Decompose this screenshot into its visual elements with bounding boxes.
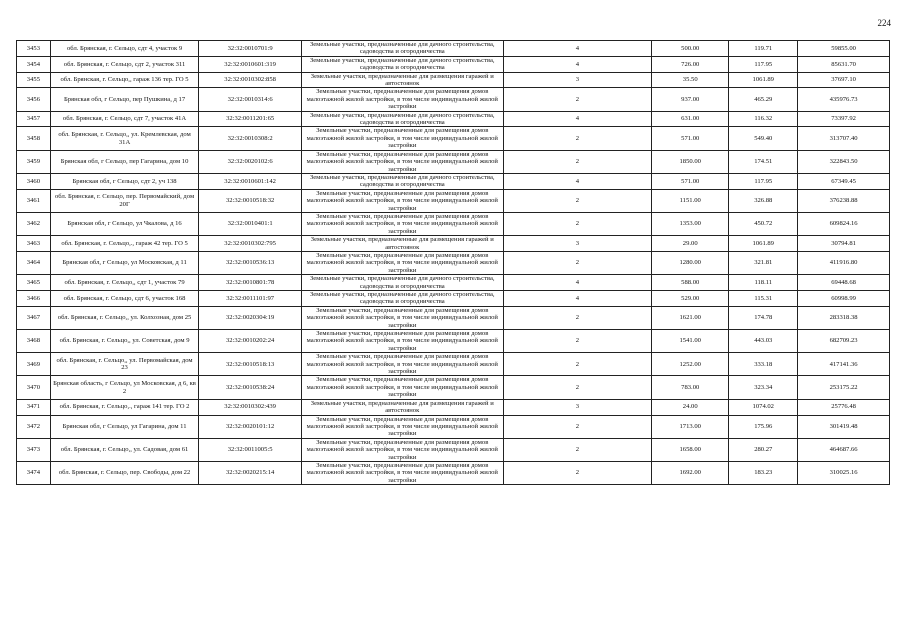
cadastral-number-cell: 32:32:0010308:2 bbox=[199, 127, 302, 150]
area-cell: 1541.00 bbox=[652, 330, 729, 353]
land-use-cell: Земельные участки, предназначенные для размещения гаражей и автостоянок bbox=[301, 72, 503, 88]
group-cell: 2 bbox=[503, 376, 652, 399]
specific-value-cell: 326.88 bbox=[729, 189, 798, 212]
area-cell: 35.50 bbox=[652, 72, 729, 88]
area-cell: 631.00 bbox=[652, 111, 729, 127]
row-number-cell: 3462 bbox=[17, 212, 51, 235]
row-number-cell: 3461 bbox=[17, 189, 51, 212]
land-use-cell: Земельные участки, предназначенные для дачного строительства, садоводства и огородничества bbox=[301, 56, 503, 72]
row-number-cell: 3458 bbox=[17, 127, 51, 150]
group-cell: 4 bbox=[503, 41, 652, 57]
group-cell: 2 bbox=[503, 88, 652, 111]
group-cell: 4 bbox=[503, 111, 652, 127]
group-cell: 2 bbox=[503, 415, 652, 438]
area-cell: 29.00 bbox=[652, 236, 729, 252]
cadastral-value-cell: 411916.80 bbox=[798, 251, 890, 274]
address-cell: Брянская обл, г Сельцо, сдт 2, уч 138 bbox=[50, 173, 199, 189]
table-row bbox=[17, 330, 890, 353]
address-cell: обл. Брянская, г. Сельцо,, ул. Колхозная, дом 25 bbox=[50, 306, 199, 329]
cadastral-value-cell: 30794.81 bbox=[798, 236, 890, 252]
cadastral-value-cell: 67349.45 bbox=[798, 173, 890, 189]
specific-value-cell: 117.95 bbox=[729, 173, 798, 189]
address-cell: обл. Брянская, г. Сельцо,, ул. Кремлевская, дом 31А bbox=[50, 127, 199, 150]
cadastral-number-cell: 32:32:0010536:13 bbox=[199, 251, 302, 274]
group-cell: 2 bbox=[503, 353, 652, 376]
row-number-cell: 3474 bbox=[17, 461, 51, 484]
cadastral-value-cell: 85631.70 bbox=[798, 56, 890, 72]
specific-value-cell: 118.11 bbox=[729, 275, 798, 291]
row-number-cell: 3469 bbox=[17, 353, 51, 376]
area-cell: 1151.00 bbox=[652, 189, 729, 212]
cadastral-value-cell: 73397.92 bbox=[798, 111, 890, 127]
cadastral-number-cell: 32:32:0020304:19 bbox=[199, 306, 302, 329]
address-cell: обл. Брянская, г. Сельцо,, ул. Советская, дом 9 bbox=[50, 330, 199, 353]
land-use-cell: Земельные участки, предназначенные для дачного строительства, садоводства и огородничества bbox=[301, 275, 503, 291]
specific-value-cell: 117.95 bbox=[729, 56, 798, 72]
row-number-cell: 3473 bbox=[17, 438, 51, 461]
address-cell: обл. Брянская, г. Сельцо, сдт 4, участок 9 bbox=[50, 41, 199, 57]
cadastral-number-cell: 32:32:0011101:97 bbox=[199, 291, 302, 307]
cadastral-number-cell: 32:32:0010314:6 bbox=[199, 88, 302, 111]
area-cell: 1692.00 bbox=[652, 461, 729, 484]
cadastral-value-cell: 313707.40 bbox=[798, 127, 890, 150]
table-row bbox=[17, 461, 890, 484]
cadastral-value-cell: 435976.73 bbox=[798, 88, 890, 111]
row-number-cell: 3454 bbox=[17, 56, 51, 72]
cadastral-value-cell: 301419.48 bbox=[798, 415, 890, 438]
row-number-cell: 3459 bbox=[17, 150, 51, 173]
row-number-cell: 3466 bbox=[17, 291, 51, 307]
cadastral-value-cell: 37697.10 bbox=[798, 72, 890, 88]
table-row bbox=[17, 438, 890, 461]
area-cell: 1850.00 bbox=[652, 150, 729, 173]
table-row bbox=[17, 275, 890, 291]
table-row bbox=[17, 88, 890, 111]
row-number-cell: 3456 bbox=[17, 88, 51, 111]
cadastral-number-cell: 32:32:0010601:142 bbox=[199, 173, 302, 189]
group-cell: 2 bbox=[503, 127, 652, 150]
specific-value-cell: 321.81 bbox=[729, 251, 798, 274]
specific-value-cell: 280.27 bbox=[729, 438, 798, 461]
address-cell: обл. Брянская, г. Сельцо, сдт 7, участок 41А bbox=[50, 111, 199, 127]
cadastral-number-cell: 32:32:0010302:795 bbox=[199, 236, 302, 252]
land-use-cell: Земельные участки, предназначенные для размещения домов малоэтажной жилой застройки, в том числе индивидуальной жилой застройки bbox=[301, 189, 503, 212]
group-cell: 3 bbox=[503, 236, 652, 252]
group-cell: 4 bbox=[503, 275, 652, 291]
address-cell: обл. Брянская, г. Сельцо,, гараж 136 тер. ГО 5 bbox=[50, 72, 199, 88]
address-cell: обл. Брянская, г. Сельцо,., гараж 42 тер. ГО 5 bbox=[50, 236, 199, 252]
table-row bbox=[17, 415, 890, 438]
specific-value-cell: 450.72 bbox=[729, 212, 798, 235]
area-cell: 571.00 bbox=[652, 173, 729, 189]
address-cell: обл. Брянская, г. Сельцо,., гараж 141 тер. ГО 2 bbox=[50, 399, 199, 415]
specific-value-cell: 175.96 bbox=[729, 415, 798, 438]
table-row bbox=[17, 127, 890, 150]
table-row bbox=[17, 399, 890, 415]
table-row bbox=[17, 376, 890, 399]
group-cell: 2 bbox=[503, 306, 652, 329]
address-cell: обл. Брянская, г. Сельцо, пер. Первомайский, дом 20Г bbox=[50, 189, 199, 212]
land-use-cell: Земельные участки, предназначенные для размещения домов малоэтажной жилой застройки, в том числе индивидуальной жилой застройки bbox=[301, 306, 503, 329]
group-cell: 3 bbox=[503, 72, 652, 88]
cadastral-value-cell: 59855.00 bbox=[798, 41, 890, 57]
land-use-cell: Земельные участки, предназначенные для размещения домов малоэтажной жилой застройки, в том числе индивидуальной жилой застройки bbox=[301, 376, 503, 399]
area-cell: 937.00 bbox=[652, 88, 729, 111]
cadastral-number-cell: 32:32:0010518:13 bbox=[199, 353, 302, 376]
cadastral-number-cell: 32:32:0010401:1 bbox=[199, 212, 302, 235]
table-row bbox=[17, 41, 890, 57]
table-body bbox=[17, 41, 890, 485]
group-cell: 2 bbox=[503, 251, 652, 274]
row-number-cell: 3457 bbox=[17, 111, 51, 127]
cadastral-number-cell: 32:32:0010302:858 bbox=[199, 72, 302, 88]
cadastral-value-cell: 417141.36 bbox=[798, 353, 890, 376]
row-number-cell: 3465 bbox=[17, 275, 51, 291]
specific-value-cell: 174.78 bbox=[729, 306, 798, 329]
cadastral-number-cell: 32:32:0010302:439 bbox=[199, 399, 302, 415]
cadastral-value-cell: 322843.50 bbox=[798, 150, 890, 173]
row-number-cell: 3464 bbox=[17, 251, 51, 274]
cadastral-number-cell: 32:32:0011201:65 bbox=[199, 111, 302, 127]
row-number-cell: 3460 bbox=[17, 173, 51, 189]
row-number-cell: 3453 bbox=[17, 41, 51, 57]
land-use-cell: Земельные участки, предназначенные для размещения домов малоэтажной жилой застройки, в том числе индивидуальной жилой застройки bbox=[301, 415, 503, 438]
address-cell: Брянская обл, г Сельцо, ул Гагарина, дом 11 bbox=[50, 415, 199, 438]
land-use-cell: Земельные участки, предназначенные для дачного строительства, садоводства и огородничества bbox=[301, 41, 503, 57]
cadastral-number-cell: 32:32:0011005:5 bbox=[199, 438, 302, 461]
cadastral-number-cell: 32:32:0010601:319 bbox=[199, 56, 302, 72]
land-use-cell: Земельные участки, предназначенные для размещения домов малоэтажной жилой застройки, в том числе индивидуальной жилой застройки bbox=[301, 461, 503, 484]
area-cell: 24.00 bbox=[652, 399, 729, 415]
specific-value-cell: 183.23 bbox=[729, 461, 798, 484]
group-cell: 4 bbox=[503, 173, 652, 189]
cadastral-value-cell: 682709.23 bbox=[798, 330, 890, 353]
specific-value-cell: 116.32 bbox=[729, 111, 798, 127]
cadastral-number-cell: 32:32:0010518:32 bbox=[199, 189, 302, 212]
address-cell: обл. Брянская, г. Сельцо,, ул. Садовая, дом 61 bbox=[50, 438, 199, 461]
cadastral-value-cell: 25776.48 bbox=[798, 399, 890, 415]
area-cell: 588.00 bbox=[652, 275, 729, 291]
cadastral-number-cell: 32:32:0020215:14 bbox=[199, 461, 302, 484]
area-cell: 1280.00 bbox=[652, 251, 729, 274]
cadastral-value-cell: 609824.16 bbox=[798, 212, 890, 235]
area-cell: 529.00 bbox=[652, 291, 729, 307]
area-cell: 1621.00 bbox=[652, 306, 729, 329]
cadastral-number-cell: 32:32:0010801:78 bbox=[199, 275, 302, 291]
row-number-cell: 3471 bbox=[17, 399, 51, 415]
cadastral-value-table bbox=[16, 40, 890, 485]
row-number-cell: 3463 bbox=[17, 236, 51, 252]
table-row bbox=[17, 291, 890, 307]
land-use-cell: Земельные участки, предназначенные для дачного строительства, садоводства и огородничества bbox=[301, 173, 503, 189]
cadastral-value-cell: 376238.88 bbox=[798, 189, 890, 212]
table-row bbox=[17, 236, 890, 252]
specific-value-cell: 333.18 bbox=[729, 353, 798, 376]
group-cell: 2 bbox=[503, 189, 652, 212]
table-row bbox=[17, 251, 890, 274]
land-use-cell: Земельные участки, предназначенные для размещения домов малоэтажной жилой застройки, в том числе индивидуальной жилой застройки bbox=[301, 330, 503, 353]
area-cell: 1252.00 bbox=[652, 353, 729, 376]
area-cell: 726.00 bbox=[652, 56, 729, 72]
row-number-cell: 3468 bbox=[17, 330, 51, 353]
cadastral-value-cell: 283318.38 bbox=[798, 306, 890, 329]
specific-value-cell: 174.51 bbox=[729, 150, 798, 173]
address-cell: обл. Брянская, г. Сельцо,, сдт 1, участок 79 bbox=[50, 275, 199, 291]
land-use-cell: Земельные участки, предназначенные для дачного строительства, садоводства и огородничества bbox=[301, 111, 503, 127]
specific-value-cell: 119.71 bbox=[729, 41, 798, 57]
address-cell: обл. Брянская, г. Сельцо, пер. Свободы, дом 22 bbox=[50, 461, 199, 484]
area-cell: 1353.00 bbox=[652, 212, 729, 235]
group-cell: 3 bbox=[503, 399, 652, 415]
specific-value-cell: 465.29 bbox=[729, 88, 798, 111]
group-cell: 4 bbox=[503, 291, 652, 307]
land-use-cell: Земельные участки, предназначенные для размещения гаражей и автостоянок bbox=[301, 236, 503, 252]
cadastral-value-cell: 310025.16 bbox=[798, 461, 890, 484]
land-use-cell: Земельные участки, предназначенные для размещения домов малоэтажной жилой застройки, в том числе индивидуальной жилой застройки bbox=[301, 353, 503, 376]
land-use-cell: Земельные участки, предназначенные для размещения домов малоэтажной жилой застройки, в том числе индивидуальной жилой застройки bbox=[301, 88, 503, 111]
cadastral-number-cell: 32:32:0020101:12 bbox=[199, 415, 302, 438]
group-cell: 4 bbox=[503, 56, 652, 72]
specific-value-cell: 1061.89 bbox=[729, 236, 798, 252]
row-number-cell: 3467 bbox=[17, 306, 51, 329]
group-cell: 2 bbox=[503, 150, 652, 173]
address-cell: Брянская обл, г Сельцо, ул Московская, д 11 bbox=[50, 251, 199, 274]
area-cell: 571.00 bbox=[652, 127, 729, 150]
cadastral-number-cell: 32:32:0020102:6 bbox=[199, 150, 302, 173]
table-row bbox=[17, 212, 890, 235]
table-row bbox=[17, 353, 890, 376]
address-cell: Брянская обл, г Сельцо, ул Чкалова, д 16 bbox=[50, 212, 199, 235]
land-use-cell: Земельные участки, предназначенные для размещения домов малоэтажной жилой застройки, в том числе индивидуальной жилой застройки bbox=[301, 127, 503, 150]
table-row bbox=[17, 72, 890, 88]
cadastral-number-cell: 32:32:0010202:24 bbox=[199, 330, 302, 353]
table-row bbox=[17, 189, 890, 212]
row-number-cell: 3470 bbox=[17, 376, 51, 399]
land-use-cell: Земельные участки, предназначенные для размещения гаражей и автостоянок bbox=[301, 399, 503, 415]
table-row bbox=[17, 111, 890, 127]
address-cell: Брянская область, г Сельцо, ул Московская, д 6, кв 2 bbox=[50, 376, 199, 399]
address-cell: обл. Брянская, г. Сельцо, сдт 6, участок 168 bbox=[50, 291, 199, 307]
group-cell: 2 bbox=[503, 330, 652, 353]
table-row bbox=[17, 150, 890, 173]
area-cell: 1713.00 bbox=[652, 415, 729, 438]
specific-value-cell: 323.34 bbox=[729, 376, 798, 399]
specific-value-cell: 549.40 bbox=[729, 127, 798, 150]
land-use-cell: Земельные участки, предназначенные для размещения домов малоэтажной жилой застройки, в том числе индивидуальной жилой застройки bbox=[301, 251, 503, 274]
cadastral-value-cell: 60998.99 bbox=[798, 291, 890, 307]
cadastral-number-cell: 32:32:0010701:9 bbox=[199, 41, 302, 57]
area-cell: 1658.00 bbox=[652, 438, 729, 461]
specific-value-cell: 115.31 bbox=[729, 291, 798, 307]
table-row bbox=[17, 306, 890, 329]
specific-value-cell: 443.03 bbox=[729, 330, 798, 353]
land-use-cell: Земельные участки, предназначенные для размещения домов малоэтажной жилой застройки, в том числе индивидуальной жилой застройки bbox=[301, 150, 503, 173]
cadastral-number-cell: 32:32:0010538:24 bbox=[199, 376, 302, 399]
page-number: 224 bbox=[877, 18, 891, 28]
cadastral-value-cell: 464687.66 bbox=[798, 438, 890, 461]
area-cell: 783.00 bbox=[652, 376, 729, 399]
table-row bbox=[17, 56, 890, 72]
row-number-cell: 3472 bbox=[17, 415, 51, 438]
address-cell: Брянская обл, г Сельцо, пер Пушкина, д 17 bbox=[50, 88, 199, 111]
address-cell: Брянская обл, г Сельцо, пер Гагарина, дом 10 bbox=[50, 150, 199, 173]
land-use-cell: Земельные участки, предназначенные для размещения домов малоэтажной жилой застройки, в том числе индивидуальной жилой застройки bbox=[301, 212, 503, 235]
address-cell: обл. Брянская, г. Сельцо, сдт 2, участок 311 bbox=[50, 56, 199, 72]
cadastral-value-cell: 253175.22 bbox=[798, 376, 890, 399]
specific-value-cell: 1074.02 bbox=[729, 399, 798, 415]
table-row bbox=[17, 173, 890, 189]
row-number-cell: 3455 bbox=[17, 72, 51, 88]
area-cell: 500.00 bbox=[652, 41, 729, 57]
land-use-cell: Земельные участки, предназначенные для дачного строительства, садоводства и огородничества bbox=[301, 291, 503, 307]
cadastral-value-cell: 69448.68 bbox=[798, 275, 890, 291]
group-cell: 2 bbox=[503, 438, 652, 461]
specific-value-cell: 1061.89 bbox=[729, 72, 798, 88]
address-cell: обл. Брянская, г. Сельцо,, ул. Первомайская, дом 23 bbox=[50, 353, 199, 376]
group-cell: 2 bbox=[503, 212, 652, 235]
land-use-cell: Земельные участки, предназначенные для размещения домов малоэтажной жилой застройки, в том числе индивидуальной жилой застройки bbox=[301, 438, 503, 461]
group-cell: 2 bbox=[503, 461, 652, 484]
